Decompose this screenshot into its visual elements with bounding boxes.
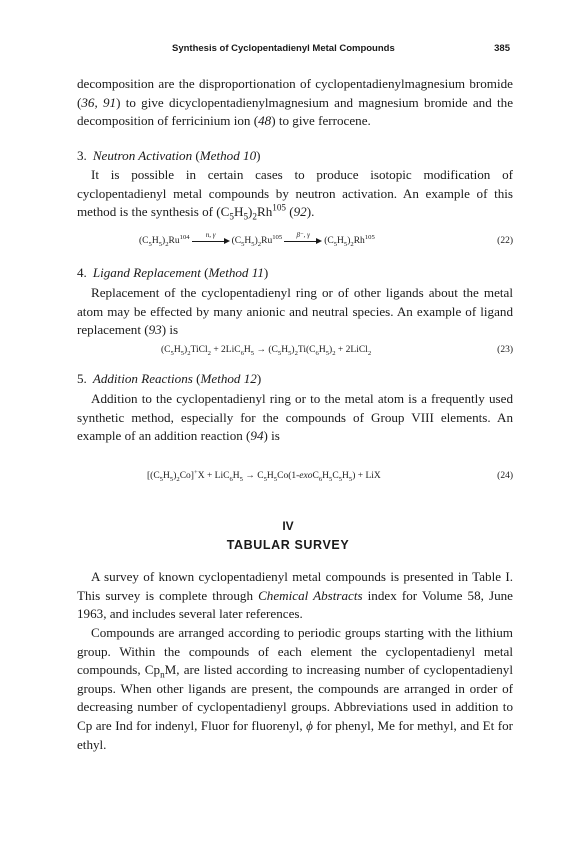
paren: ( xyxy=(192,148,200,163)
section-4-heading xyxy=(77,264,268,282)
survey-paragraph-2 xyxy=(77,624,513,754)
body-text: It is possible in certain cases to produce isotopic modification of cyclopentadienyl metal compounds by neutron activation. An example of this method is the synthesis of (C xyxy=(77,167,513,220)
equation-24 xyxy=(77,469,513,483)
equation-number: (24) xyxy=(497,471,513,481)
body-text: ). xyxy=(306,204,315,220)
phi-symbol: ϕ xyxy=(306,717,313,733)
section-3-heading xyxy=(77,147,261,165)
subscript: 5 xyxy=(243,211,249,222)
equation-number: (22) xyxy=(497,236,513,246)
section-title: Neutron Activation xyxy=(92,148,193,163)
method-label: Method 12 xyxy=(200,371,257,386)
formula: Rh xyxy=(256,204,273,220)
page-number: 385 xyxy=(494,43,510,54)
paren: ) xyxy=(256,148,261,163)
equation-24-body: $[(C_5H_5)_2Co]^+X + LiC_6H_5$ → $C_5H_5Co(1-exoC_6H_5C_5H_5)$ + LiX xyxy=(147,468,381,483)
subscript: 5 xyxy=(229,211,234,222)
journal-title: Chemical Abstracts xyxy=(258,587,363,603)
citation: 92 xyxy=(293,204,307,220)
citation: 48 xyxy=(258,113,272,129)
paren: ) xyxy=(256,371,262,386)
body-text: ( xyxy=(285,204,294,220)
body-text: A survey of known cyclopentadienyl metal compounds is presented in Table I. This survey is complete through xyxy=(77,569,513,603)
section-title: Addition Reactions xyxy=(92,371,193,386)
subscript: 2 xyxy=(252,211,257,222)
equation-23 xyxy=(77,343,513,357)
equation-22 xyxy=(77,230,513,248)
paren: ) xyxy=(263,265,269,280)
body-text: index for Volume 58, June 1963, and includes several later references. xyxy=(77,587,513,622)
body-text: ) is xyxy=(263,428,280,444)
chapter-roman-numeral: IV xyxy=(282,519,294,533)
citation: 94 xyxy=(250,428,264,444)
section-number: 3. xyxy=(77,148,87,163)
section-title: Ligand Replacement xyxy=(92,265,201,280)
equation-23-body: $(C_5H_5)_2TiCl_2 + 2LiC_6H_5 \to (C_5H_5)_2Ti(C_6H_5)_2$ + 2LiCl$_2$ xyxy=(161,345,372,357)
reaction-arrow xyxy=(192,230,230,246)
arrow-label: β⁻, γ xyxy=(296,230,310,239)
method-label: Method 11 xyxy=(208,265,264,280)
section-5-heading xyxy=(77,370,261,388)
paren: ( xyxy=(192,371,201,386)
formula: ) xyxy=(248,204,253,220)
arrow-label: n, γ xyxy=(205,230,216,239)
intro-text: decomposition are the disproportionation of cyclopentadienylmagnesium bromide ( xyxy=(77,76,513,110)
section-number: 5. xyxy=(77,371,87,386)
section-3-body xyxy=(77,166,513,222)
intro-text: ) to give ferrocene. xyxy=(271,113,371,129)
section-heading-tabular-survey: TABULAR SURVEY xyxy=(226,538,350,552)
paren: ( xyxy=(200,265,209,280)
body-text: for phenyl, Me for methyl, and Et for ethyl. xyxy=(77,717,513,752)
equation-number: (23) xyxy=(497,345,513,355)
section-number: 4. xyxy=(77,265,87,280)
formula: H xyxy=(233,204,244,220)
section-4-body xyxy=(77,284,513,340)
body-text: Addition to the cyclopentadienyl ring or to the metal atom is a frequently used synthetic method, especially for the compounds of Group VIII elements. An example of an addition reaction ( xyxy=(77,391,513,444)
running-header-title: Synthesis of Cyclopentadienyl Metal Compounds xyxy=(172,43,395,54)
method-label: Method 10 xyxy=(199,148,257,163)
intro-paragraph xyxy=(77,75,513,131)
body-text: Compounds are arranged according to periodic groups starting with the lithium group. Within the compounds of each element the cyclopentadienyl metal compounds, Cp xyxy=(77,625,513,678)
citation: 93 xyxy=(148,322,162,338)
subscript: n xyxy=(160,669,165,680)
section-5-body xyxy=(77,390,513,446)
superscript: 105 xyxy=(272,202,286,213)
body-text: Replacement of the cyclopentadienyl ring or of other ligands about the metal atom may be effected by many anionic and neutral species. An example of ligand replacement ( xyxy=(77,285,513,338)
intro-text: ) to give dicyclopentadienylmagnesium and magnesium bromide and the decomposition of ferricinium ion ( xyxy=(77,94,514,129)
body-text: ) is xyxy=(161,322,179,338)
body-text: M, are listed according to increasing number of cyclopentadienyl groups. When other ligands are present, the compounds are arranged in order of decreasing number of cyclopentadienyl groups. Abbreviations used in addition to Cp are Ind for indenyl, Fluor for fluorenyl, xyxy=(77,662,513,733)
citation: 36, 91 xyxy=(81,94,117,110)
running-header xyxy=(160,43,510,57)
equation-22-body: $(C_5H_5)_2Ru^{104}$ n, γ $(C_5H_5)_2Ru^{105}$ β⁻, γ $(C_5H_5)_2Rh^{105}$ xyxy=(139,234,375,248)
reaction-arrow xyxy=(284,230,322,246)
survey-paragraph-1 xyxy=(77,568,513,624)
